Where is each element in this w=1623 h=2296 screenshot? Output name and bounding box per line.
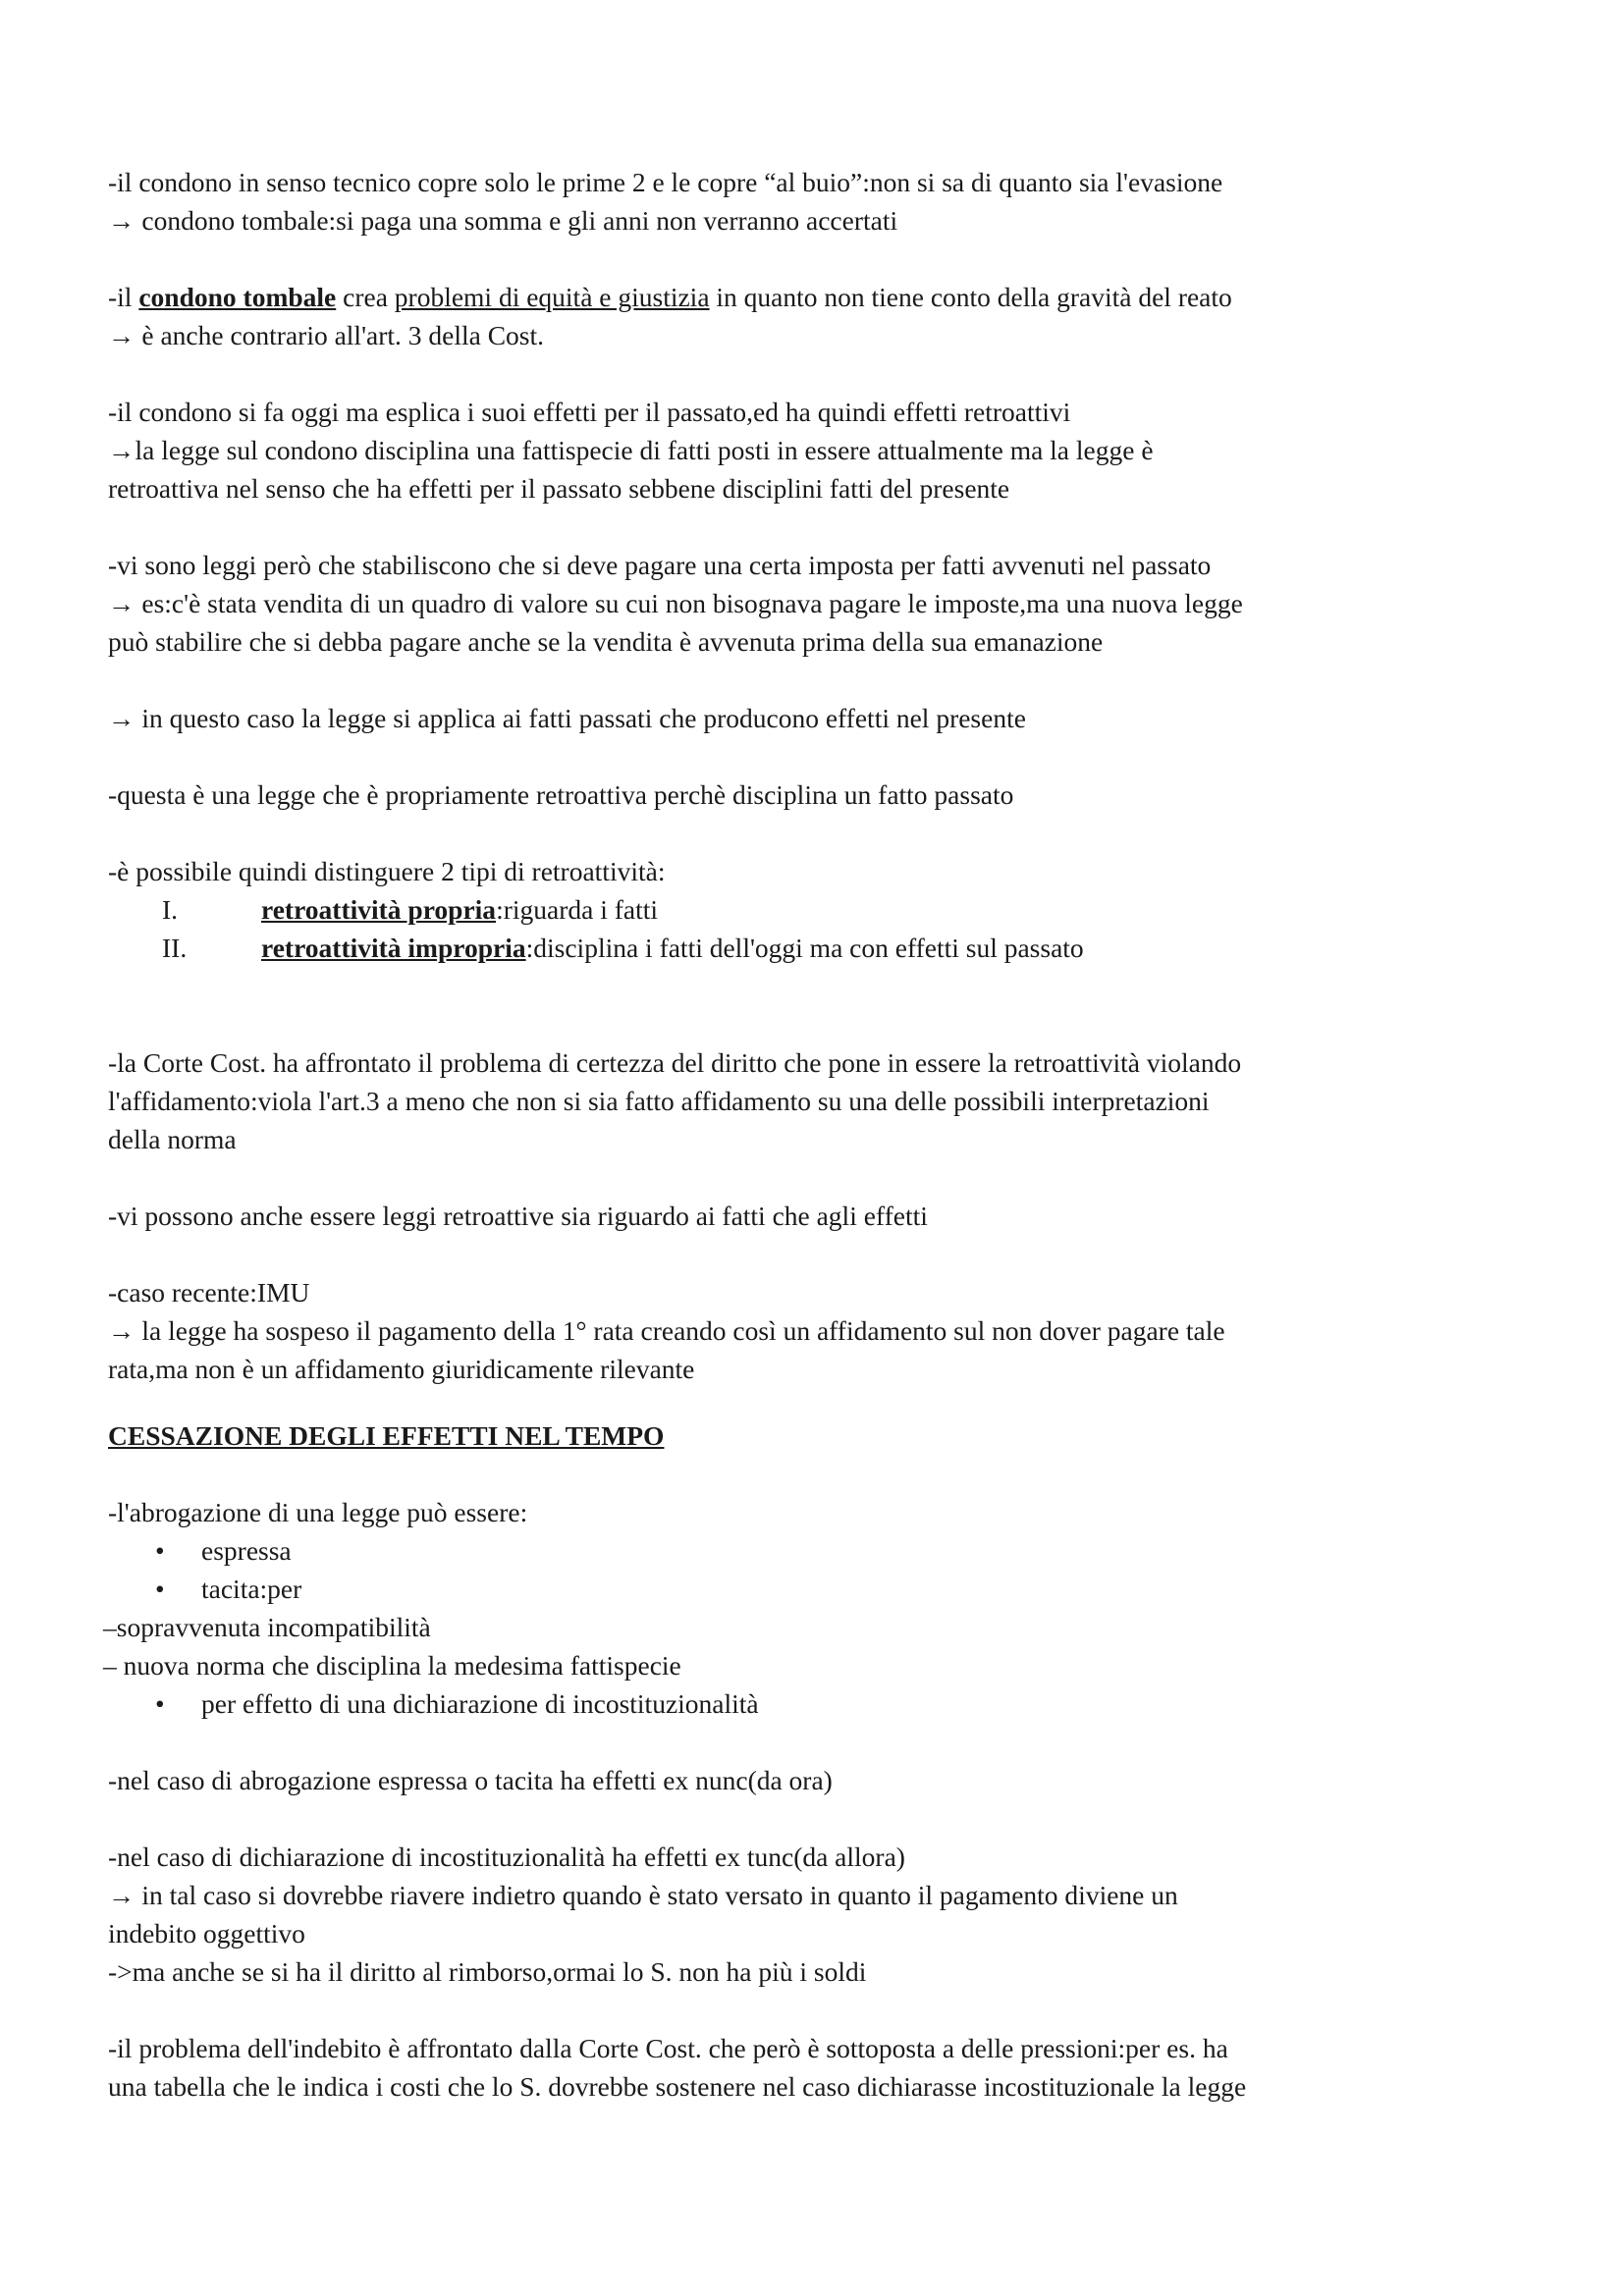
underlined-term: problemi di equità e giustizia: [394, 282, 710, 312]
text-line: ->ma anche se si ha il diritto al rimborso,ormai lo S. non ha più i soldi: [108, 1956, 867, 1987]
text-span: :disciplina i fatti dell'oggi ma con effetti sul passato: [525, 933, 1084, 963]
section-heading: CESSAZIONE DEGLI EFFETTI NEL TEMPO: [108, 1420, 665, 1451]
text-span: per effetto di una dichiarazione di incostituzionalità: [201, 1688, 759, 1719]
bullet-icon: •: [155, 1535, 165, 1566]
roman-list-item: [162, 934, 1084, 962]
text-line: -nel caso di abrogazione espressa o tacita ha effetti ex nunc(da ora): [108, 1765, 833, 1795]
text-line: l'affidamento:viola l'art.3 a meno che non si sia fatto affidamento su una delle possibili interpretazioni: [108, 1086, 1210, 1116]
bullet-item: [155, 1690, 759, 1718]
text-line: una tabella che le indica i costi che lo S. dovrebbe sostenere nel caso dichiarasse incostituzionale la legge: [108, 2071, 1247, 2102]
text-line: → è anche contrario all'art. 3 della Cost.: [108, 320, 545, 350]
bold-term: condono tombale: [138, 282, 337, 312]
bullet-icon: •: [155, 1574, 165, 1604]
text-line: → condono tombale:si paga una somma e gli anni non verranno accertati: [108, 205, 898, 236]
text-line: indebito oggettivo: [108, 1918, 305, 1949]
text-line: -il problema dell'indebito è affrontato dalla Corte Cost. che però è sottoposta a delle pressioni:per es. ha: [108, 2033, 1228, 2063]
text-span: :riguarda i fatti: [496, 894, 658, 925]
text-line: della norma: [108, 1124, 237, 1154]
text-line: → la legge ha sospeso il pagamento della 1° rata creando così un affidamento sul non dover pagare tale: [108, 1315, 1225, 1346]
text-span: in quanto non tiene conto della gravità del reato: [709, 282, 1232, 312]
bold-term: retroattività impropria: [261, 933, 526, 963]
roman-list-item: [162, 896, 658, 924]
text-line: → in questo caso la legge si applica ai fatti passati che producono effetti nel presente: [108, 703, 1026, 733]
text-line: -questa è una legge che è propriamente retroattiva perchè disciplina un fatto passato: [108, 779, 1014, 810]
text-line: -vi sono leggi però che stabiliscono che si deve pagare una certa imposta per fatti avvenuti nel passato: [108, 550, 1212, 580]
bullet-item: [155, 1537, 292, 1565]
bullet-item: [155, 1575, 301, 1603]
text-span: tacita:per: [201, 1574, 302, 1604]
text-line: rata,ma non è un affidamento giuridicamente rilevante: [108, 1354, 695, 1384]
text-span: crea: [336, 282, 395, 312]
text-span: -il: [108, 282, 139, 312]
text-line: -nel caso di dichiarazione di incostituzionalità ha effetti ex tunc(da allora): [108, 1842, 905, 1872]
text-line: -il condono in senso tecnico copre solo le prime 2 e le copre “al buio”:non si sa di quanto sia l'evasione: [108, 167, 1223, 197]
list-number: II.: [162, 933, 188, 963]
text-line: può stabilire che si debba pagare anche se la vendita è avvenuta prima della sua emanazione: [108, 626, 1104, 657]
text-line: -è possibile quindi distinguere 2 tipi di retroattività:: [108, 856, 666, 886]
text-span: espressa: [201, 1535, 292, 1566]
text-line: retroattiva nel senso che ha effetti per il passato sebbene disciplini fatti del presente: [108, 473, 1010, 504]
text-line: → in tal caso si dovrebbe riavere indietro quando è stato versato in quanto il pagamento diviene un: [108, 1880, 1178, 1910]
bold-term: retroattività propria: [261, 894, 497, 925]
bullet-icon: •: [155, 1688, 165, 1719]
text-line: [108, 284, 1232, 311]
text-line: -l'abrogazione di una legge può essere:: [108, 1497, 528, 1527]
text-line: →la legge sul condono disciplina una fattispecie di fatti posti in essere attualmente ma la legge è: [108, 435, 1154, 465]
text-line: → es:c'è stata vendita di un quadro di valore su cui non bisognava pagare le imposte,ma una nuova legge: [108, 588, 1243, 618]
text-line: -caso recente:IMU: [108, 1277, 310, 1308]
text-line: – nuova norma che disciplina la medesima fattispecie: [103, 1650, 681, 1681]
text-line: –sopravvenuta incompatibilità: [103, 1612, 431, 1642]
text-line: -la Corte Cost. ha affrontato il problema di certezza del diritto che pone in essere la retroattività violando: [108, 1047, 1242, 1078]
text-line: -il condono si fa oggi ma esplica i suoi effetti per il passato,ed ha quindi effetti retroattivi: [108, 397, 1071, 427]
list-number: I.: [162, 894, 179, 925]
text-line: -vi possono anche essere leggi retroattive sia riguardo ai fatti che agli effetti: [108, 1201, 928, 1231]
